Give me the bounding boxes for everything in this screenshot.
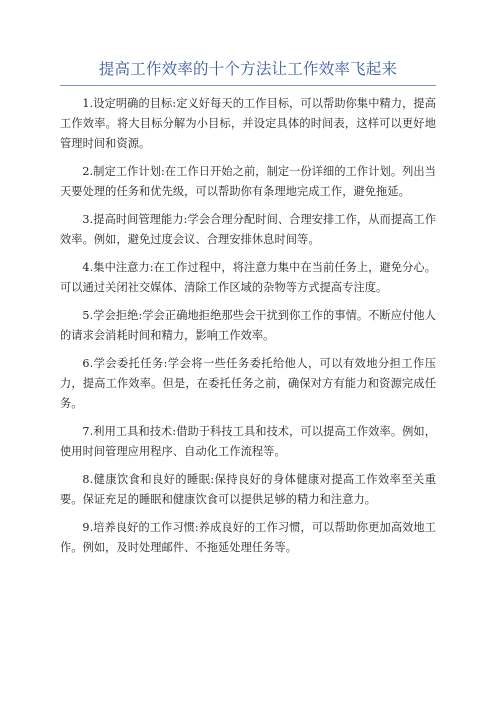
paragraph-2: 2.制定工作计划:在工作日开始之前，制定一份详细的工作计划。列出当天要处理的任务和优先级，可以帮助你有条理地完成工作，避免拖延。 <box>60 165 436 198</box>
paragraph-7: 7.利用工具和技术:借助于科技工具和技术，可以提高工作效率。例如，使用时间管理应用程序、自动化工作流程等。 <box>60 425 436 458</box>
paragraph-5: 5.学会拒绝:学会正确地拒绝那些会干扰到你工作的事情。不断应付他人的请求会消耗时间和精力，影响工作效率。 <box>60 309 436 342</box>
paragraph-6: 6.学会委托任务:学会将一些任务委托给他人，可以有效地分担工作压力，提高工作效率。但是，在委托任务之前，确保对方有能力和资源完成任务。 <box>60 357 436 410</box>
paragraph-8: 8.健康饮食和良好的睡眠:保持良好的身体健康对提高工作效率至关重要。保证充足的睡眠和健康饮食可以提供足够的精力和注意力。 <box>60 473 436 506</box>
paragraph-3: 3.提高时间管理能力:学会合理分配时间、合理安排工作，从而提高工作效率。例如，避免过度会议、合理安排休息时间等。 <box>60 213 436 246</box>
paragraph-9: 9.培养良好的工作习惯:养成良好的工作习惯，可以帮助你更加高效地工作。例如，及时处理邮件、不拖延处理任务等。 <box>60 521 436 554</box>
paragraph-4: 4.集中注意力:在工作过程中，将注意力集中在当前任务上，避免分心。可以通过关闭社交媒体、清除工作区域的杂物等方式提高专注度。 <box>60 261 436 294</box>
document-body <box>60 94 436 566</box>
title-divider <box>60 85 436 86</box>
paragraph-1: 1.设定明确的目标:定义好每天的工作目标，可以帮助你集中精力，提高工作效率。将大目标分解为小目标，并设定具体的时间表，这样可以更好地管理时间和资源。 <box>60 97 436 150</box>
document-title: 提高工作效率的十个方法让工作效率飞起来 <box>98 60 398 78</box>
